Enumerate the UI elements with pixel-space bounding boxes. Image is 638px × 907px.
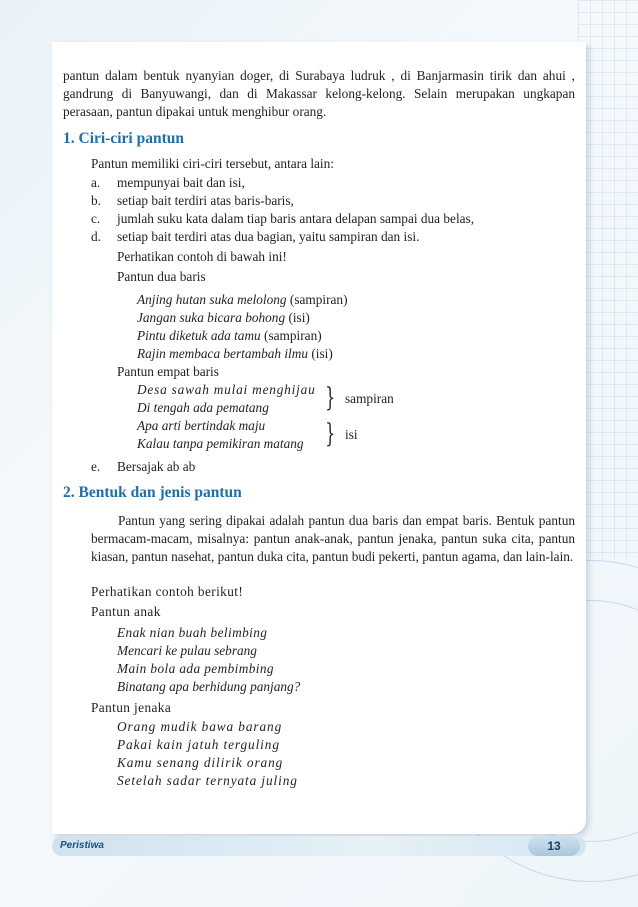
list-item: mempunyai bait dan isi, <box>117 175 245 190</box>
verse-line: Setelah sadar ternyata juling <box>117 773 298 788</box>
four-line-label: Pantun empat baris <box>117 364 219 379</box>
list-item: setiap bait terdiri atas baris-baris, <box>117 193 294 208</box>
list-item: setiap bait terdiri atas dua bagian, yaitu sampiran dan isi. <box>117 229 420 244</box>
verse-line: Pakai kain jatuh terguling <box>117 737 280 752</box>
page-number: 13 <box>528 836 580 856</box>
brace-label-isi: isi <box>345 427 358 442</box>
list-marker: c. <box>91 211 101 226</box>
list-marker: d. <box>91 229 101 244</box>
verse-line: Di tengah ada pematang <box>137 400 269 415</box>
section-2-paragraph: Pantun yang sering dipakai adalah pantun dua baris dan empat baris. Bentuk pantun bermacam-macam, misalnya: pantun anak-anak, pantun jenaka, pantun suka cita, pantun kiasan, pantun nasehat, pantun duka cita, pantun budi pekerti, pantun agama, dan lain-lain. <box>91 513 575 565</box>
pantun-anak-label: Pantun anak <box>91 604 161 619</box>
see-example-text: Perhatikan contoh berikut! <box>91 584 244 599</box>
verse-line: Mencari ke pulau sebrang <box>117 643 257 658</box>
list-item: Bersajak ab ab <box>117 459 196 474</box>
list-marker: a. <box>91 175 101 190</box>
verse-line: Apa arti bertindak maju <box>137 418 266 433</box>
footer-bar <box>52 836 586 856</box>
section-1-heading: 1. Ciri-ciri pantun <box>63 130 184 147</box>
verse-line: Kamu senang dilirik orang <box>117 755 284 770</box>
verse-line: Anjing hutan suka melolong (sampiran) <box>137 292 348 307</box>
decorative-grid <box>578 0 638 560</box>
verse-line: Orang mudik bawa barang <box>117 719 283 734</box>
verse-line: Jangan suka bicara bohong (isi) <box>137 310 310 325</box>
verse-line: Main bola ada pembimbing <box>117 661 274 676</box>
section-1-lead: Pantun memiliki ciri-ciri tersebut, antara lain: <box>91 156 334 171</box>
intro-paragraph: pantun dalam bentuk nyanyian doger, di Surabaya ludruk , di Banjarmasin tirik dan ahui , gandrung di Banyuwangi, dan di Makassar kelong-kelong. Selain merupakan ungkapan perasaan, pantun dipakai untuk menghibur orang. <box>63 68 575 120</box>
see-example-text: Perhatikan contoh di bawah ini! <box>117 249 287 264</box>
two-line-label: Pantun dua baris <box>117 269 206 284</box>
footer-book-title: Peristiwa <box>60 840 104 851</box>
verse-line: Kalau tanpa pemikiran matang <box>137 436 304 451</box>
verse-line: Enak nian buah belimbing <box>117 625 268 640</box>
list-marker: e. <box>91 459 101 474</box>
brace-isi: } <box>325 419 336 449</box>
pantun-jenaka-label: Pantun jenaka <box>91 700 172 715</box>
verse-line: Desa sawah mulai menghijau <box>137 382 316 397</box>
list-item: jumlah suku kata dalam tiap baris antara delapan sampai dua belas, <box>117 211 475 226</box>
section-2-heading: 2. Bentuk dan jenis pantun <box>63 484 242 501</box>
verse-line: Pintu diketuk ada tamu (sampiran) <box>137 328 322 343</box>
brace-label-sampiran: sampiran <box>345 391 394 406</box>
brace-sampiran: } <box>325 383 336 413</box>
verse-line: Rajin membaca bertambah ilmu (isi) <box>137 346 333 361</box>
verse-line: Binatang apa berhidung panjang? <box>117 679 301 694</box>
list-marker: b. <box>91 193 101 208</box>
